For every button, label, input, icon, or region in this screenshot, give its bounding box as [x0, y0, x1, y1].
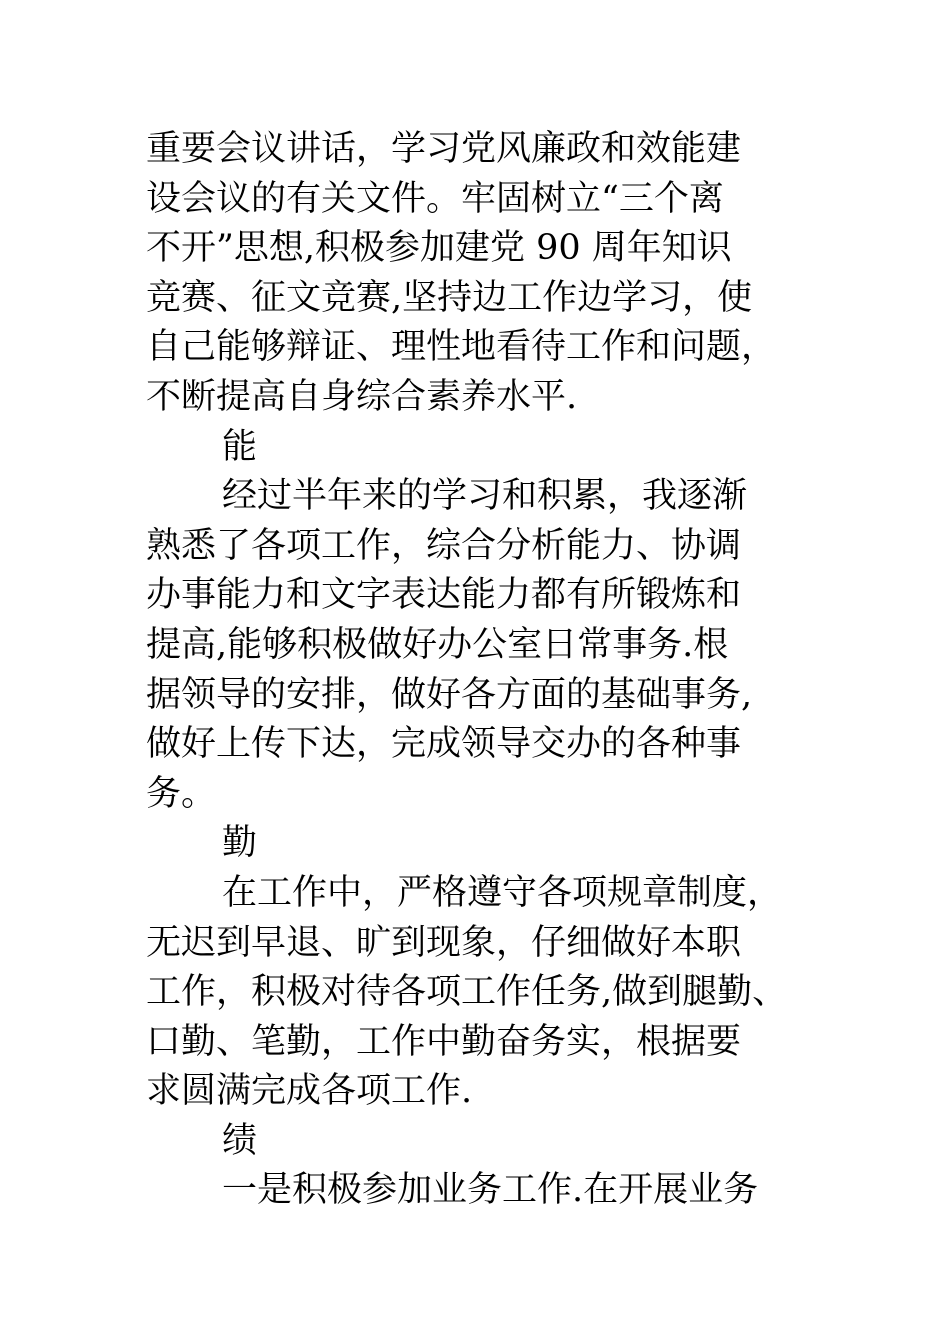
text-line: 经过半年来的学习和积累，我逐渐	[222, 476, 748, 517]
text-line: 据领导的安排，做好各方面的基础事务,	[146, 674, 753, 715]
text-line: 在工作中，严格遵守各项规章制度，	[222, 872, 783, 913]
text-line: 竞赛、征文竞赛,坚持边工作边学习，使	[146, 277, 753, 318]
text-line: 一是积极参加业务工作.在开展业务	[222, 1170, 759, 1211]
text-line: 口勤、笔勤，工作中勤奋务实，根据要	[146, 1021, 742, 1062]
section-heading-ability: 能	[222, 426, 258, 467]
text-line: 务。	[146, 773, 217, 814]
text-line: 不开”思想,积极参加建党 90 周年知识	[146, 228, 732, 269]
section-heading-diligence: 勤	[222, 823, 258, 864]
text-line: 无迟到早退、旷到现象，仔细做好本职	[146, 922, 742, 963]
text-line: 设会议的有关文件。牢固树立“三个离	[146, 178, 724, 219]
text-line: 自己能够辩证、理性地看待工作和问题，	[146, 327, 777, 368]
text-line: 熟悉了各项工作，综合分析能力、协调	[146, 525, 742, 566]
body-text	[146, 125, 816, 1216]
section-heading-achievement: 绩	[222, 1120, 258, 1161]
text-line: 提高,能够积极做好办公室日常事务.根	[146, 624, 729, 665]
text-line: 办事能力和文字表达能力都有所锻炼和	[146, 575, 742, 616]
text-line: 重要会议讲话，学习党风廉政和效能建	[146, 129, 742, 169]
text-line: 求圆满完成各项工作.	[146, 1071, 473, 1112]
text-line: 做好上传下达，完成领导交办的各种事	[146, 724, 742, 765]
text-line: 工作，积极对待各项工作任务,做到腿勤、	[146, 972, 788, 1013]
text-line: 不断提高自身综合素养水平.	[146, 376, 578, 417]
